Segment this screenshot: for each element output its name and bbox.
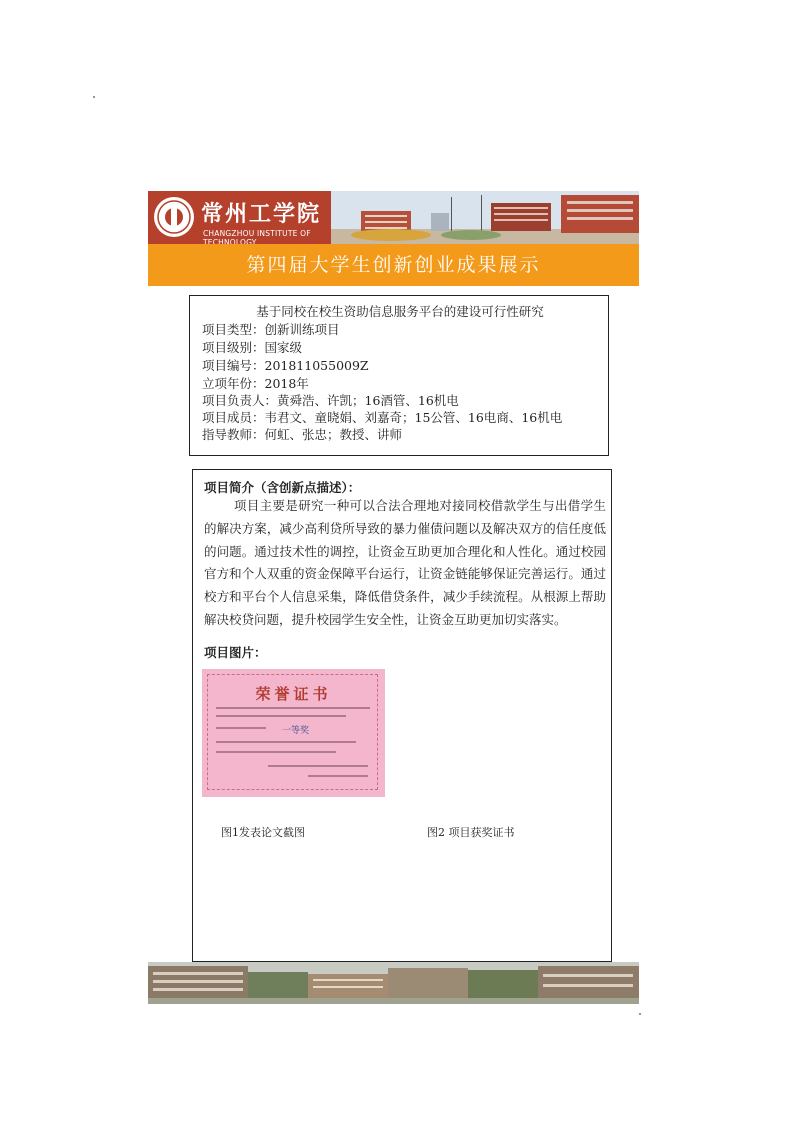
header-banner (148, 191, 639, 244)
project-leaders: 项目负责人：黄舜浩、许凯；16酒管、16机电 (202, 393, 459, 408)
certificate-award: 一等奖 (282, 726, 310, 736)
campus-photo (331, 191, 639, 244)
certificate-title: 荣誉证书 (255, 685, 332, 703)
project-year: 立项年份：2018年 (202, 376, 309, 391)
school-emblem-icon (152, 195, 196, 239)
school-logo-block (148, 191, 331, 244)
school-name-en: CHANGZHOU INSTITUTE OF TECHNOLOGY (203, 229, 311, 244)
project-type: 项目类型：创新训练项目 (202, 322, 340, 337)
certificate-text-line (216, 707, 370, 709)
project-intro-box (192, 469, 612, 962)
certificate-text-line (216, 715, 346, 717)
project-members: 项目成员：韦君文、童晓娟、刘嘉奇；15公管、16电商、16机电 (202, 410, 563, 425)
images-heading: 项目图片： (204, 645, 267, 660)
caption-figure-1: 图1发表论文截图 (221, 826, 305, 839)
certificate-border (207, 674, 378, 790)
caption-figure-2: 图2 项目获奖证书 (427, 826, 515, 839)
project-advisors: 指导教师：何虹、张忠；教授、讲师 (202, 427, 403, 442)
certificate-date-line (308, 775, 368, 777)
intro-body: 项目主要是研究一种可以合法合理地对接同校借款学生与出借学生的解决方案，减少高利贷所导致的暴力催债问题以及解决双方的信任度低的问题。通过技术性的调控，让资金互助更加合理化和人性化。通过校园官方和个人双重的资金保障平台运行，让资金链能够保证完善运行。通过校方和平台个人信息采集，降低借贷条件，减少手续流程。从根源上帮助解决校贷问题，提升校园学生安全性，让资金互助更加切实落实。 (204, 498, 606, 627)
certificate-text-line (268, 765, 368, 767)
project-info-box (189, 295, 609, 456)
project-title: 基于同校在校生资助信息服务平台的建设可行性研究 (256, 304, 544, 319)
award-certificate-image (202, 669, 385, 797)
certificate-text-line (216, 727, 266, 729)
certificate-text-line (216, 751, 336, 753)
stray-mark (93, 96, 95, 98)
title-bar (148, 244, 639, 286)
intro-heading: 项目简介（含创新点描述）： (204, 480, 361, 495)
school-name-cn: 常州工学院 (201, 201, 322, 227)
campus-photo-strip (148, 962, 639, 1004)
certificate-text-line (216, 741, 356, 743)
project-number: 项目编号：201811055009Z (202, 358, 369, 373)
project-level: 项目级别：国家级 (202, 340, 303, 355)
banner-title: 第四届大学生创新创业成果展示 (246, 254, 541, 276)
stray-mark (639, 1013, 641, 1015)
